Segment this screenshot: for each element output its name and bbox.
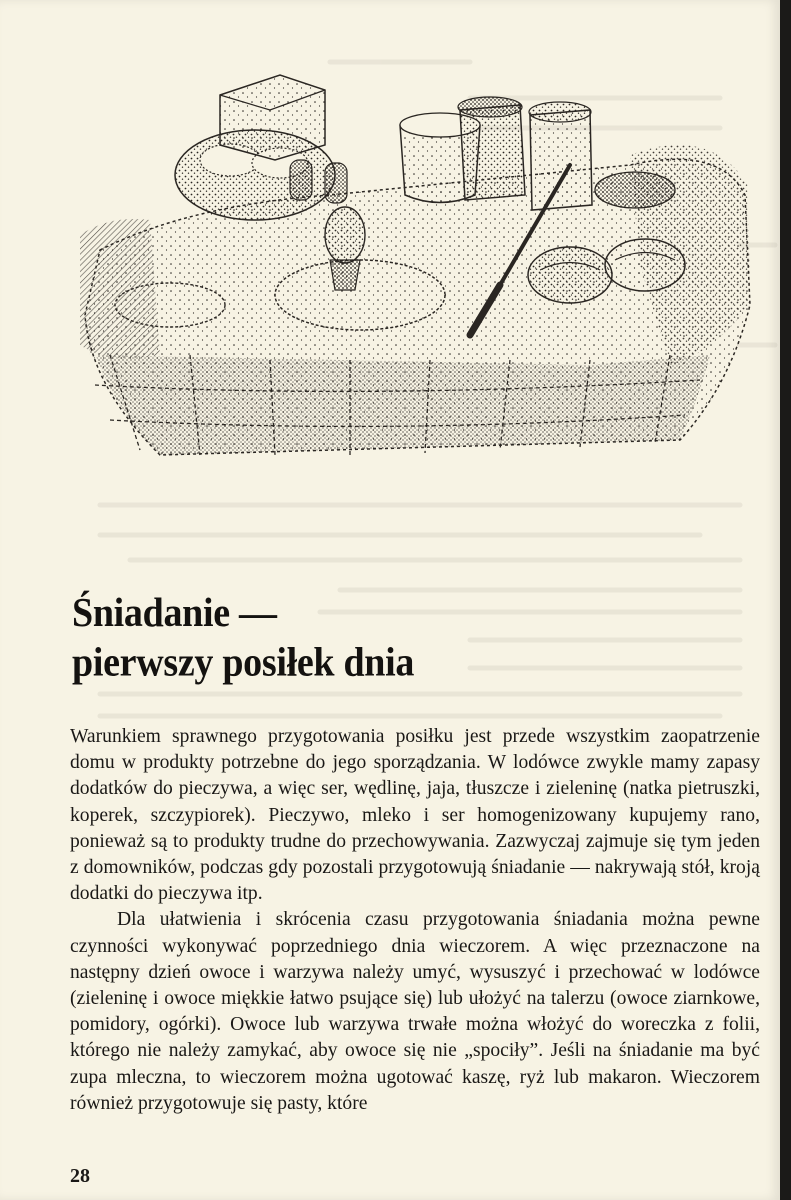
paragraph-1: Warunkiem sprawnego przygotowania posiłku jest przede wszystkim zaopatrzenie domu w produkty potrzebne do jego sporządzania. W lodówce zwykle mamy zapasy dodatków do pieczywa, a więc ser, wędlinę, jaja, tłuszcze i zieleninę (natka pietruszki, koperek, szczypiorek). Pieczywo, mleko i ser homogenizowany kupujemy rano, ponieważ są to produkty trudne do przechowywania. Zazwyczaj zajmuje się tym jeden z domowników, podczas gdy pozostali przygotowują śniadanie — nakrywają stół, kroją dodatki do pieczywa itp. bbox=[70, 726, 760, 905]
page-number: 28 bbox=[70, 1165, 90, 1187]
breakfast-table-illustration bbox=[70, 55, 760, 485]
chapter-heading-line-1: Śniadanie — bbox=[72, 590, 277, 636]
chapter-heading bbox=[72, 588, 414, 687]
body-text bbox=[70, 724, 760, 1117]
paragraph-2: Dla ułatwienia i skrócenia czasu przygotowania śniadania można pewne czynności wykonywać poprzedniego dnia wieczorem. A więc przeznaczone na następny dzień owoce i warzywa należy umyć, wysuszyć i przechować w lodówce (zieleninę i owoce miękkie łatwo psujące się) lub ułożyć na talerzu (owoce ziarnkowe, pomidory, ogórki). Owoce lub warzywa trwałe można włożyć do woreczka z folii, którego nie należy zamykać, aby owoce się nie „spociły”. Jeśli na śniadanie ma być zupa mleczna, to wieczorem można ugotować kaszę, ryż lub makaron. Wieczorem również przygotowuje się pasty, które bbox=[70, 909, 760, 1114]
chapter-heading-line-2: pierwszy posiłek dnia bbox=[72, 639, 415, 686]
